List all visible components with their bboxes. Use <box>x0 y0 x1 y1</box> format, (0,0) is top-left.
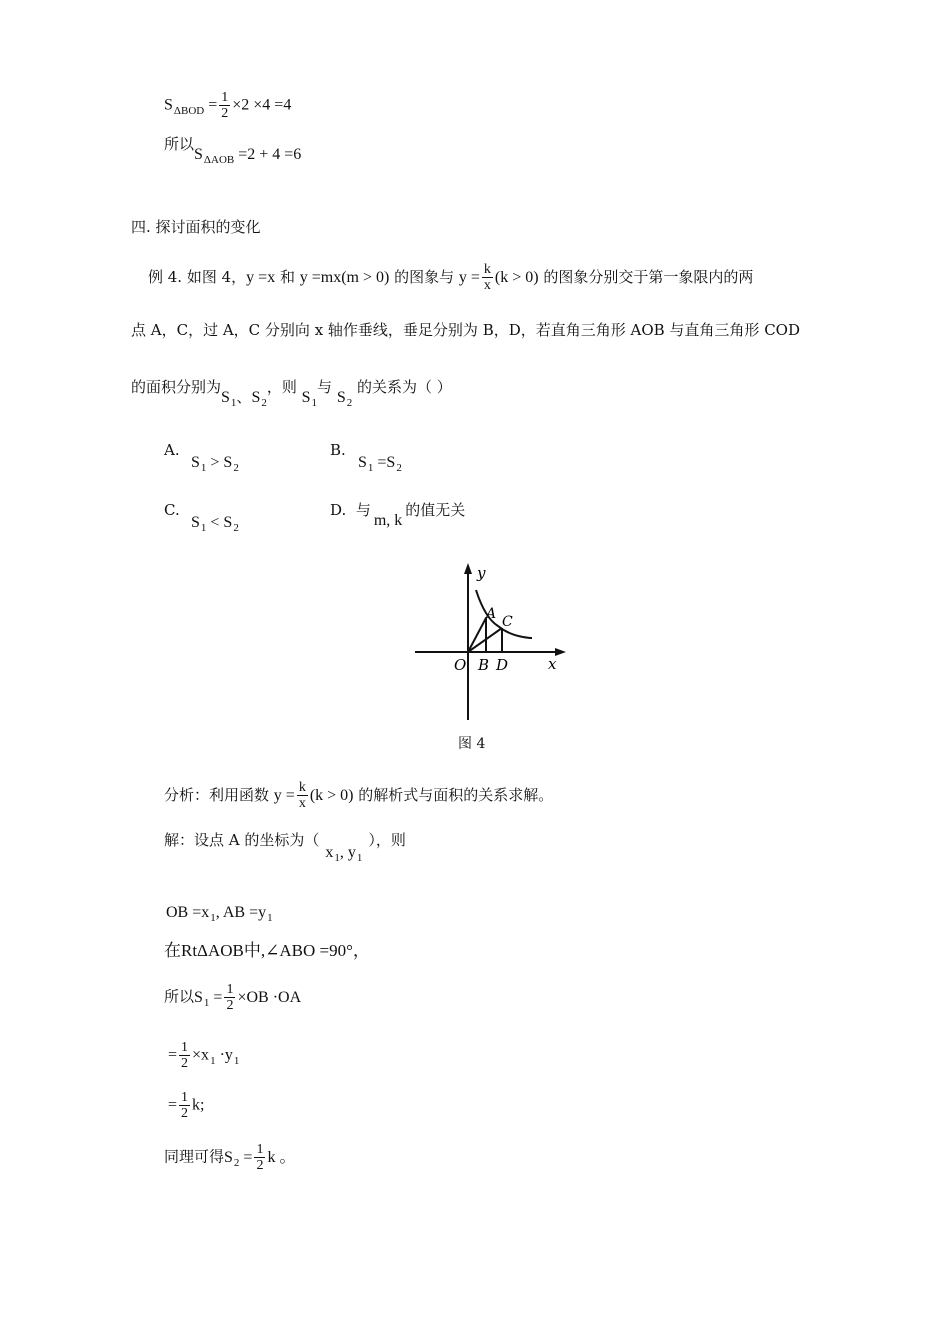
x-axis-arrow-icon <box>555 648 566 656</box>
section-title: 四. 探讨面积的变化 <box>131 218 261 236</box>
solution-intro: 解：设点 A 的坐标为（$x_1$, $y_1$），则 <box>164 831 406 864</box>
label-d: D <box>496 656 509 674</box>
label-b: B <box>478 656 490 674</box>
line-oa <box>468 618 486 652</box>
s1-equation: 所以$S_1$ = $\frac{1}{2}$ ×OB ·OA <box>164 982 302 1013</box>
fraction-half: $\frac{1}{2}$ <box>221 90 229 121</box>
s-bod-equation: $S_{\Delta BOD}$ = $\frac{1}{2}$ ×2 ×4 =4 <box>164 90 292 121</box>
option-a: A. $S_1 > S_2$ <box>164 441 239 474</box>
label-o: O <box>454 656 467 674</box>
figure-4-graph <box>410 560 570 725</box>
ob-ab-equation: OB $=x_1$, AB $=y_1$ <box>166 904 273 924</box>
label-a: A <box>486 606 497 622</box>
example-line-1: 例 4. 如图 4，y =x 和 y =mx(m > 0) 的图象与 y = $\frac{k}{x}$ (k > 0) 的图象分别交于第一象限内的两 <box>148 262 754 293</box>
label-y: y <box>477 564 486 582</box>
label-c: C <box>502 614 513 630</box>
option-c: C. $S_1 < S_2$ <box>164 501 239 534</box>
analysis-line: 分析：利用函数 y = $\frac{k}{x}$ (k > 0) 的解析式与面积的关系求解。 <box>164 780 554 811</box>
s1-step-2: = $\frac{1}{2}$ $\times x_1 \cdot y_1$ <box>168 1040 240 1071</box>
s1-step-3: = $\frac{1}{2}$ k; <box>168 1090 205 1121</box>
example-line-2: 点 A，C，过 A，C 分别向 x 轴作垂线，垂足分别为 B，D，若直角三角形 AOB 与直角三角形 COD <box>131 321 800 339</box>
y-axis-arrow-icon <box>464 563 472 574</box>
option-b: B. $S_1 =S_2$ <box>330 441 402 474</box>
right-triangle-statement: 在RtΔAOB中,∠ABO =90°， <box>164 941 370 960</box>
s2-equation: 同理可得$S_2$ = $\frac{1}{2}$ k 。 <box>164 1142 296 1173</box>
s-aob-equation: 所以$S_{\Delta AOB} =2 + 4 =6$ <box>164 135 302 166</box>
figure-caption: 图 4 <box>458 736 486 752</box>
example-line-3: 的面积分别为$S_1$、$S_2$，则 $S_1$与 $S_2$ 的关系为（ ） <box>131 378 452 409</box>
option-d: D. 与m, k的值无关 <box>330 501 466 529</box>
label-x: x <box>548 655 557 673</box>
